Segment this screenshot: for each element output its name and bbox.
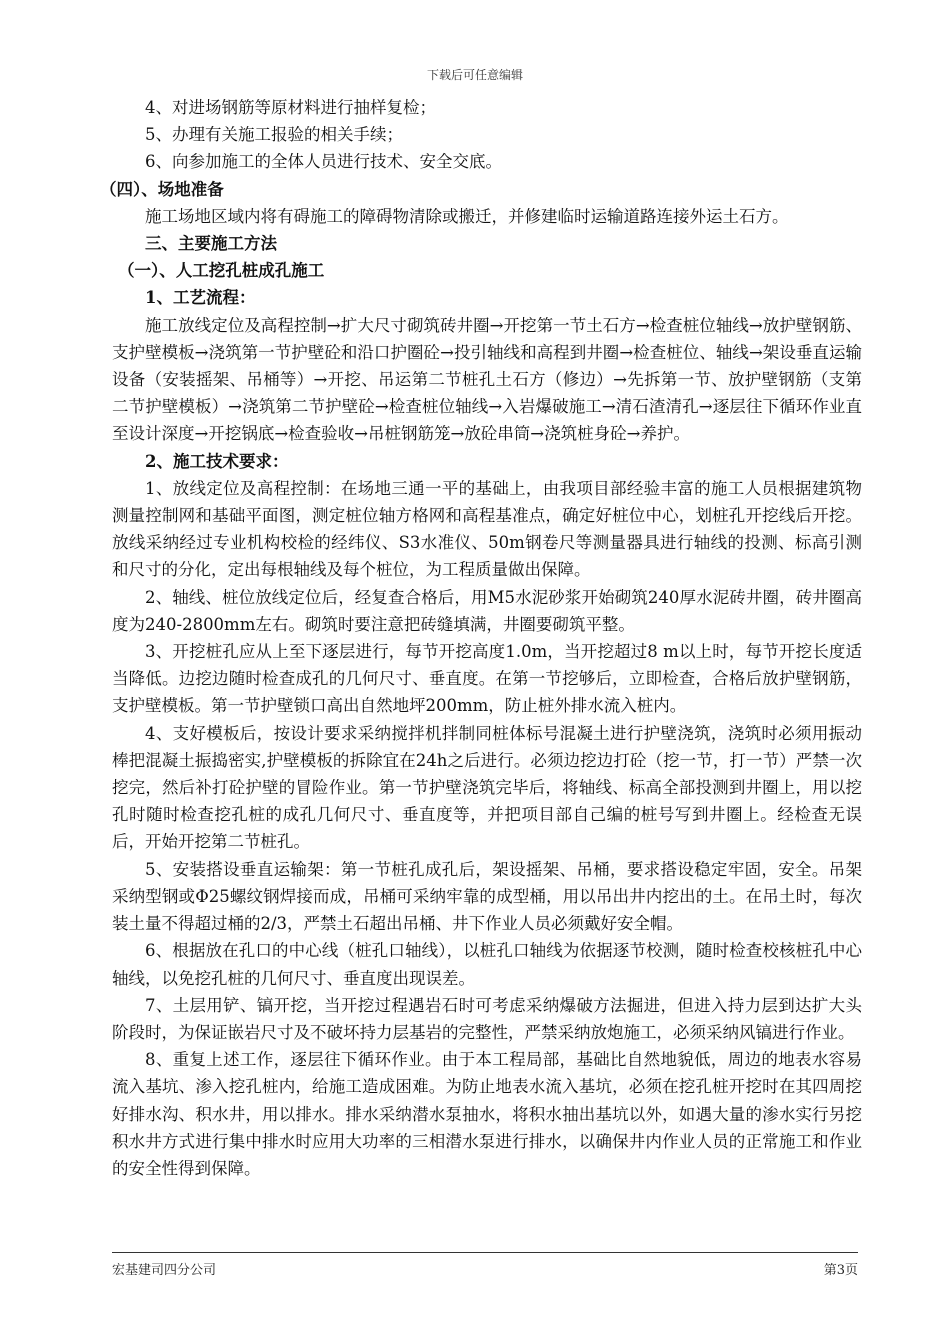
page-header: 下载后可任意编辑 (426, 68, 523, 82)
paragraph-site-prep: 施工场地区域内将有碍施工的障碍物清除或搬迁，并修建临时运输道路连接外运土石方。 (145, 206, 789, 226)
paragraph-process: 施工放线定位及高程控制→扩大尺寸砌筑砖井圈→开挖第一节土石方→检查桩位轴线→放护壁钢筋、支护壁模板→浇筑第一节护壁砼和沿口护圈砼→投引轴线和高程到井圈→检查桩位、轴线→架设垂直运输设备（安装摇架、吊桶等）→开挖、吊运第二节桩孔土石方（修边）→先拆第一节、放护壁钢筋（支第二节护壁模板）→浇筑第二节护壁砼→检查桩位轴线→入岩爆破施工→清石渣清孔→逐层往下循环作业直至设计深度→开挖锅底→检查验收→吊桩钢筋笼→放砼串筒→浇筑桩身砼→养护。 (112, 315, 862, 444)
process-heading: 1、工艺流程： (145, 288, 256, 308)
tech-item-1: 1、放线定位及高程控制：在场地三通一平的基础上，由我项目部经验丰富的施工人员根据建筑物测量控制网和基础平面图，测定桩位轴方格网和高程基准点，确定好桩位中心，划桩孔开挖线后开挖。放线采纳经过专业机构校检的经纬仪、S3水准仪、50m钢卷尺等测量器具进行轴线的投测、标高引测和尺寸的分化，定出每根轴线及每个桩位，为工程质量做出保障。 (112, 478, 862, 580)
footer-page-number: 第3页 (823, 1263, 858, 1278)
tech-item-3: 3、开挖桩孔应从上至下逐层进行，每节开挖高度1.0m，当开挖超过8 m以上时，每节开挖长度适当降低。边挖边随时检查成孔的几何尺寸、垂直度。在第一节挖够后，立即检查，合格后放护壁钢筋，支护壁模板。第一节护壁锁口高出自然地坪200mm，防止桩外排水流入桩内。 (112, 642, 862, 716)
list-item: 6、向参加施工的全体人员进行技术、安全交底。 (145, 152, 502, 172)
tech-item-4: 4、支好模板后，按设计要求采纳搅拌机拌制同桩体标号混凝土进行护壁浇筑，浇筑时必须用振动棒把混凝土振捣密实,护壁模板的拆除宜在24h之后进行。必须边挖边打砼（挖一节，打一节）严禁一次挖完，然后补打砼护壁的冒险作业。第一节护壁浇筑完毕后，将轴线、标高全部投测到井圈上，用以挖孔时随时检查挖孔桩的成孔几何尺寸、垂直度等，并把项目部自己编的桩号写到井圈上。经检查无误后，开始开挖第二节桩孔。 (112, 723, 862, 852)
subsection-heading-pile: （一）、人工挖孔桩成孔施工 (118, 261, 325, 281)
section-heading-methods: 三、主要施工方法 (145, 234, 277, 254)
tech-item-5: 5、安装搭设垂直运输架：第一节桩孔成孔后，架设摇架、吊桶，要求搭设稳定牢固，安全。吊架采纳型钢或Φ25螺纹钢焊接而成，吊桶可采纳牢靠的成型桶，用以吊出井内挖出的土。在吊土时，每次装土量不得超过桶的2/3，严禁土石超出吊桶、井下作业人员必须戴好安全帽。 (112, 859, 862, 934)
tech-requirements-heading: 2、施工技术要求： (145, 451, 289, 471)
page-footer (112, 1252, 858, 1278)
tech-item-6: 6、根据放在孔口的中心线（桩孔口轴线），以桩孔口轴线为依据逐节校测，随时检查校核桩孔中心轴线，以免挖孔桩的几何尺寸、垂直度出现误差。 (112, 941, 862, 988)
document-body (100, 94, 862, 1182)
tech-item-7: 7、土层用铲、镐开挖，当开挖过程遇岩石时可考虑采纳爆破方法掘进，但进入持力层到达扩大头阶段时，为保证嵌岩尺寸及不破坏持力层基岩的完整性，严禁采纳放炮施工，必须采纳风镐进行作业。 (112, 995, 862, 1042)
section-heading-site-prep: （四）、场地准备 (100, 179, 224, 199)
list-item: 4、对进场钢筋等原材料进行抽样复检； (145, 98, 436, 117)
tech-item-2: 2、轴线、桩位放线定位后，经复查合格后，用M5水泥砂浆开始砌筑240厚水泥砖井圈，砖井圈高度为240-2800mm左右。砌筑时要注意把砖缝填满，井圈要砌筑平整。 (112, 587, 862, 634)
list-item: 5、办理有关施工报验的相关手续； (145, 125, 403, 145)
footer-company: 宏基建司四分公司 (112, 1263, 217, 1278)
tech-item-8: 8、重复上述工作，逐层往下循环作业。由于本工程局部，基础比自然地貌低，周边的地表水容易流入基坑、渗入挖孔桩内，给施工造成困难。为防止地表水流入基坑，必须在挖孔桩开挖时在其四周挖好排水沟、积水井，用以排水。排水采纳潜水泵抽水，将积水抽出基坑以外，如遇大量的渗水实行另挖积水井方式进行集中排水时应用大功率的三相潜水泵进行排水，以确保井内作业人员的正常施工和作业的安全性得到保障。 (112, 1050, 862, 1178)
